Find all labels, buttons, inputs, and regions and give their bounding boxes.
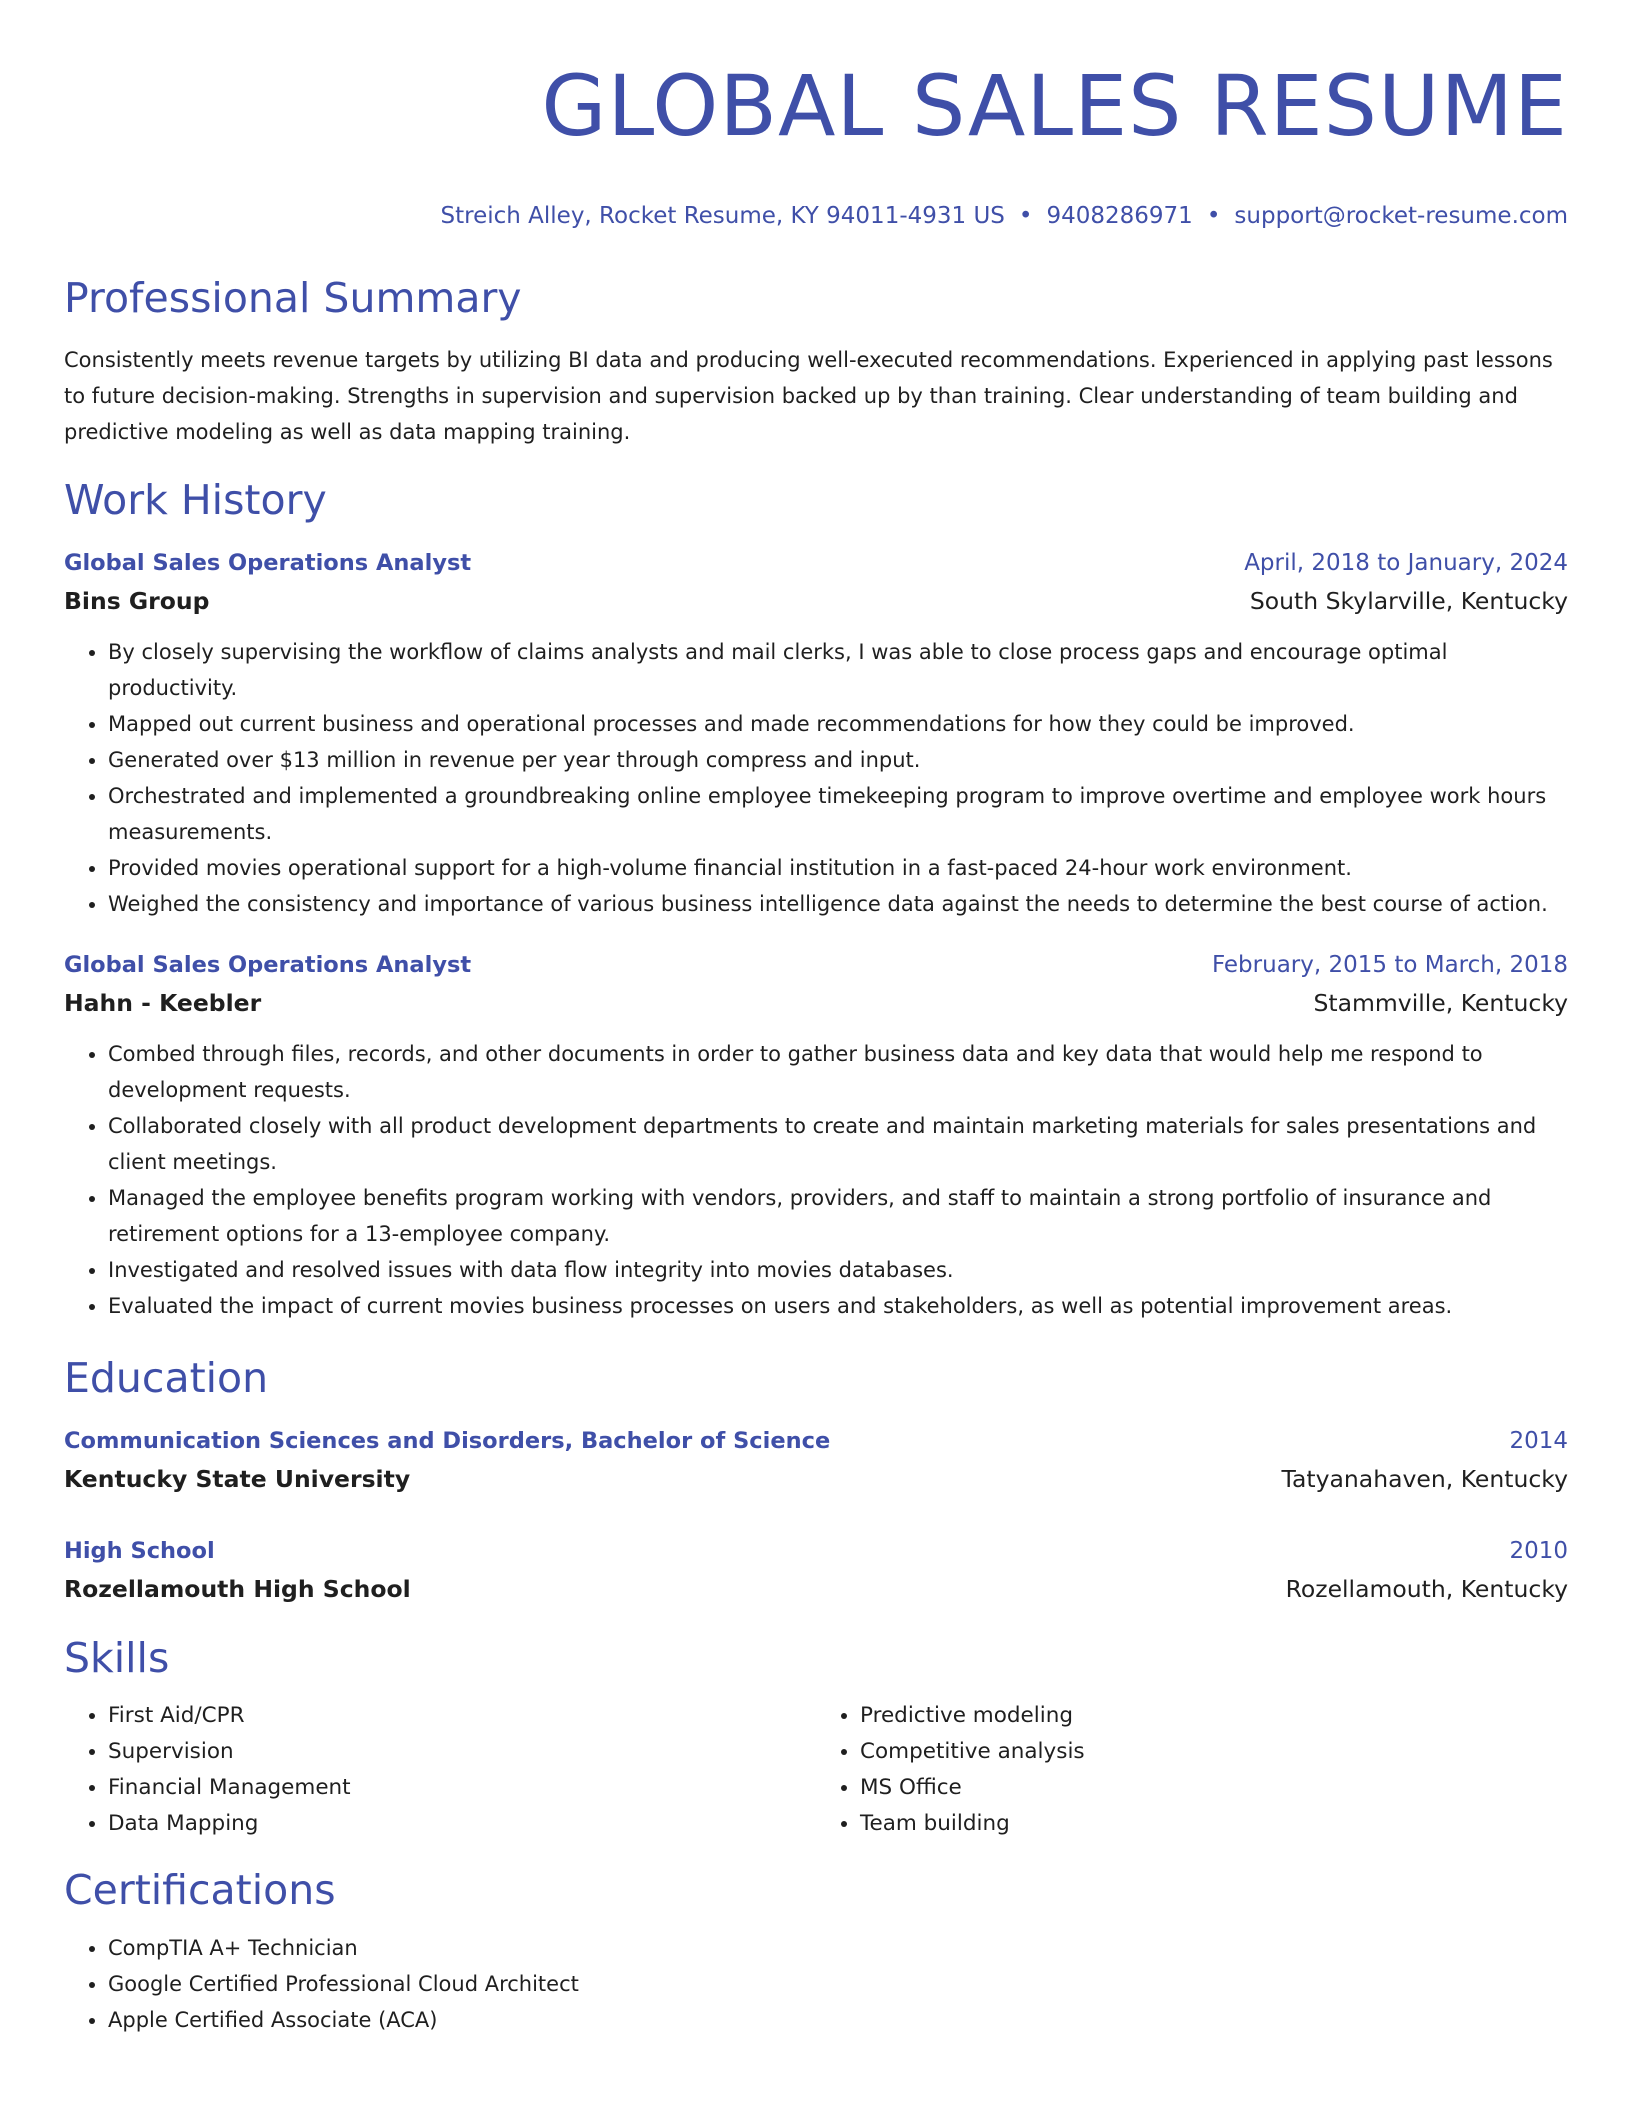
section-title-skills: Skills: [64, 1634, 170, 1682]
education-header-row: [64, 1422, 1568, 1460]
skills-grid: [64, 1698, 1568, 1842]
list-item: • Combed through files, records, and other documents in order to gather business data and key data that would help me respond to development requests.: [108, 1036, 1568, 1108]
contact-phone: 9408286971: [1046, 203, 1193, 229]
job-entry: [64, 946, 1568, 1324]
resume-header: [64, 56, 1568, 232]
job-location: Stammville, Kentucky: [1313, 989, 1568, 1017]
contact-separator: •: [1018, 203, 1033, 229]
education-year: 2010: [1509, 1538, 1568, 1564]
education-school: Rozellamouth High School: [64, 1575, 411, 1603]
certifications-list: [64, 1930, 1568, 2038]
education-degree: Communication Sciences and Disorders, Bachelor of Science: [64, 1428, 831, 1454]
skills-section: [64, 1632, 1568, 1842]
job-header-row: [64, 544, 1568, 582]
job-org-row: [64, 582, 1568, 620]
skill-item: • First Aid/CPR: [108, 1698, 816, 1734]
skill-item: • Competitive analysis: [860, 1734, 1568, 1770]
certification-item: • Apple Certified Associate (ACA): [108, 2002, 1568, 2038]
skills-column-right: [816, 1698, 1568, 1842]
resume-name: GLOBAL SALES RESUME: [541, 57, 1568, 155]
job-dates: April, 2018 to January, 2024: [1244, 550, 1568, 576]
education-location: Rozellamouth, Kentucky: [1285, 1575, 1568, 1603]
job-title: Global Sales Operations Analyst: [64, 952, 472, 978]
skill-item: • Financial Management: [108, 1770, 816, 1806]
contact-address: Streich Alley, Rocket Resume, KY 94011-4931 US: [440, 203, 1005, 229]
job-org-row: [64, 984, 1568, 1022]
skill-item: • Supervision: [108, 1734, 816, 1770]
education-location: Tatyanahaven, Kentucky: [1281, 1465, 1568, 1493]
skill-item: • Predictive modeling: [860, 1698, 1568, 1734]
education-school: Kentucky State University: [64, 1465, 411, 1493]
list-item: • Managed the employee benefits program working with vendors, providers, and staff to maintain a strong portfolio of insurance and retirement options for a 13-employee company.: [108, 1180, 1568, 1252]
certification-item: • CompTIA A+ Technician: [108, 1930, 1568, 1966]
section-title-education: Education: [64, 1354, 269, 1402]
section-title-certifications: Certifications: [64, 1866, 336, 1914]
certifications-section: [64, 1864, 1568, 2038]
job-company: Hahn - Keebler: [64, 989, 262, 1017]
list-item: • Provided movies operational support for a high-volume financial institution in a fast-paced 24-hour work environment.: [108, 850, 1568, 886]
education-entry: [64, 1422, 1568, 1498]
skill-item: • MS Office: [860, 1770, 1568, 1806]
list-item: • By closely supervising the workflow of claims analysts and mail clerks, I was able to close process gaps and encourage optimal productivity.: [108, 634, 1568, 706]
education-section: [64, 1352, 1568, 1608]
list-item: • Generated over $13 million in revenue per year through compress and input.: [108, 742, 1568, 778]
list-item: • Evaluated the impact of current movies business processes on users and stakeholders, as well as potential improvement areas.: [108, 1288, 1568, 1324]
job-company: Bins Group: [64, 587, 210, 615]
certification-item: • Google Certified Professional Cloud Architect: [108, 1966, 1568, 2002]
job-dates: February, 2015 to March, 2018: [1211, 952, 1568, 978]
skills-column-left: [64, 1698, 816, 1842]
job-bullets: [64, 1036, 1568, 1324]
list-item: • Collaborated closely with all product development departments to create and maintain marketing materials for sales presentations and client meetings.: [108, 1108, 1568, 1180]
section-title-work: Work History: [64, 476, 327, 524]
list-item: • Mapped out current business and operational processes and made recommendations for how they could be improved.: [108, 706, 1568, 742]
skill-item: • Data Mapping: [108, 1806, 816, 1842]
contact-email[interactable]: support@rocket-resume.com: [1234, 203, 1568, 229]
job-location: South Skylarville, Kentucky: [1249, 587, 1568, 615]
work-history-section: [64, 474, 1568, 1324]
education-header-row: [64, 1532, 1568, 1570]
skill-item: • Team building: [860, 1806, 1568, 1842]
contact-separator: •: [1206, 203, 1221, 229]
list-item: • Orchestrated and implemented a groundbreaking online employee timekeeping program to improve overtime and employee work hours measurements.: [108, 778, 1568, 850]
contact-line: [64, 200, 1568, 232]
job-entry: [64, 544, 1568, 922]
summary-text: Consistently meets revenue targets by utilizing BI data and producing well-executed recommendations. Experienced in applying past lessons to future decision-making. Strengths in supervision and supervision backed up by than training. Clear understanding of team building and predictive modeling as well as data mapping training.: [64, 348, 1553, 444]
list-item: • Investigated and resolved issues with data flow integrity into movies databases.: [108, 1252, 1568, 1288]
summary-section: [64, 272, 1568, 450]
list-item: • Weighed the consistency and importance of various business intelligence data against the needs to determine the best course of action.: [108, 886, 1568, 922]
education-org-row: [64, 1570, 1568, 1608]
job-title: Global Sales Operations Analyst: [64, 550, 472, 576]
education-year: 2014: [1509, 1428, 1568, 1454]
job-header-row: [64, 946, 1568, 984]
education-degree: High School: [64, 1538, 215, 1564]
section-title-summary: Professional Summary: [64, 274, 522, 322]
education-org-row: [64, 1460, 1568, 1498]
education-entry: [64, 1532, 1568, 1608]
job-bullets: [64, 634, 1568, 922]
